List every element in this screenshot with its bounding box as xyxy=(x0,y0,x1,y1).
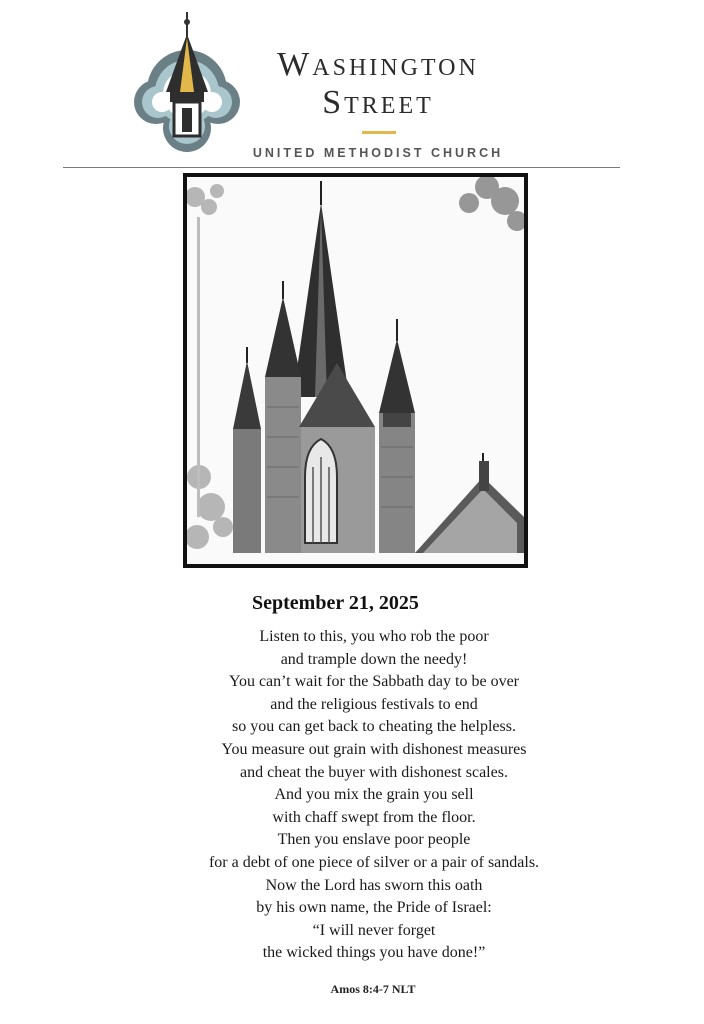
verse-line: Now the Lord has sworn this oath xyxy=(265,876,483,894)
verse-line: and cheat the buyer with dishonest scales. xyxy=(240,763,508,781)
verse-line: with chaff swept from the floor. xyxy=(272,808,476,826)
verse-line: Then you enslave poor people xyxy=(277,831,471,849)
church-logo xyxy=(134,10,240,158)
verse-line: and the religious festivals to end xyxy=(270,695,478,713)
wordmark-line-2: Street xyxy=(322,84,434,121)
header-divider xyxy=(63,167,620,168)
verse-line: Listen to this, you who rob the poor xyxy=(259,628,489,645)
verse-line: for a debt of one piece of silver or a pair of sandals. xyxy=(208,853,540,871)
verse-line: “I will never forget xyxy=(312,921,436,939)
wordmark-accent-bar xyxy=(362,131,396,134)
church-steeple-sketch-icon xyxy=(187,177,524,564)
verse-line: and trample down the needy! xyxy=(280,650,468,668)
church-steeple-quatrefoil-icon xyxy=(134,10,240,158)
service-date: September 21, 2025 xyxy=(252,592,419,614)
verse-line: And you mix the grain you sell xyxy=(274,786,474,804)
verse-line: You measure out grain with dishonest measures xyxy=(221,740,527,758)
verse-line: so you can get back to cheating the helpless. xyxy=(232,718,516,736)
verse-line: by his own name, the Pride of Israel: xyxy=(256,899,492,917)
church-illustration xyxy=(183,173,528,568)
wordmark-line-1: Washington xyxy=(277,46,479,83)
church-subtitle: UNITED METHODIST CHURCH xyxy=(252,146,504,160)
scripture-citation: Amos 8:4-7 NLT xyxy=(330,982,416,996)
verse-line: You can’t wait for the Sabbath day to be over xyxy=(228,673,519,691)
scripture-passage xyxy=(120,626,628,965)
verse-line: the wicked things you have done!” xyxy=(262,944,486,962)
